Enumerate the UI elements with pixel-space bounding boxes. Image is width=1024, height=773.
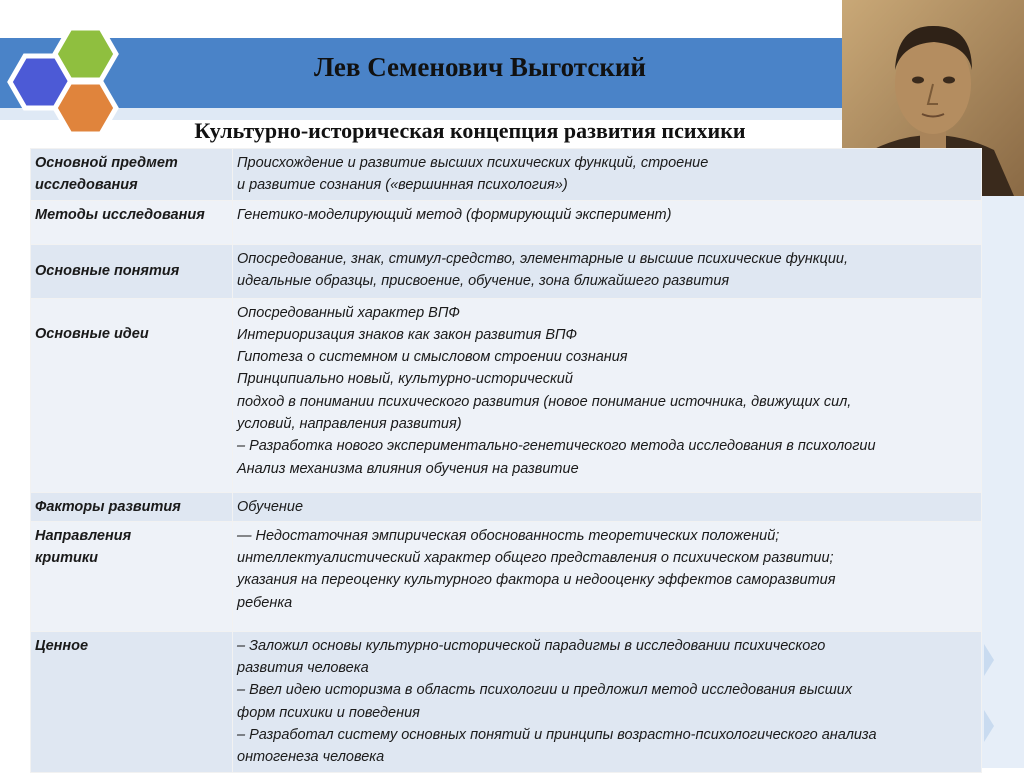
row-content: Опосредование, знак, стимул-средство, элементарные и высшие психические функции, идеальные образцы, присвоение, обучение, зона ближайшего развития bbox=[233, 244, 982, 298]
table-row bbox=[31, 244, 982, 298]
row-content: — Недостаточная эмпирическая обоснованность теоретических положений; интеллектуалистический характер общего представления о психическом развитии; указания на переоценку культурного фактора и недооценку эффектов саморазвития ребенка bbox=[233, 521, 982, 631]
table-row bbox=[31, 200, 982, 244]
row-content: Генетико-моделирующий метод (формирующий эксперимент) bbox=[233, 200, 982, 244]
right-side-panel bbox=[982, 196, 1024, 768]
row-content: Обучение bbox=[233, 492, 982, 521]
concept-table bbox=[30, 148, 982, 773]
row-content: – Заложил основы культурно-исторической парадигмы в исследовании психического развития человека – Ввел идею историзма в область психологии и предложил метод исследования высших форм психики и поведения – Разработал систему основных понятий и принципы возрастно-психологического анализа онтогенеза человека bbox=[233, 631, 982, 772]
hexagon-orange bbox=[55, 82, 116, 134]
row-content: Опосредованный характер ВПФ Интериоризация знаков как закон развития ВПФ Гипотеза о системном и смысловом строении сознания Принципиально новый, культурно-исторический подход в понимании психического развития (новое понимание источника, движущих сил, условий, направления развития) – Разработка нового экспериментально-генетического метода исследования в психологии Анализ механизма влияния обучения на развитие bbox=[233, 298, 982, 492]
table-row bbox=[31, 492, 982, 521]
row-label: Ценное bbox=[31, 631, 233, 772]
table-row bbox=[31, 521, 982, 631]
row-label: Основной предмет исследования bbox=[31, 149, 233, 201]
row-label: Факторы развития bbox=[31, 492, 233, 521]
page-subtitle: Культурно-историческая концепция развития психики bbox=[194, 118, 746, 143]
row-label: Методы исследования bbox=[31, 200, 233, 244]
next-arrow-icon[interactable] bbox=[984, 710, 994, 742]
table-row bbox=[31, 298, 982, 492]
next-arrow-icon[interactable] bbox=[984, 644, 994, 676]
table-row bbox=[31, 631, 982, 772]
row-label: Основные понятия bbox=[31, 244, 233, 298]
row-label: Направления критики bbox=[31, 521, 233, 631]
row-label: Основные идеи bbox=[31, 298, 233, 492]
table-row bbox=[31, 149, 982, 201]
page-title: Лев Семенович Выготский bbox=[313, 52, 646, 82]
row-content: Происхождение и развитие высших психических функций, строение и развитие сознания («вершинная психология») bbox=[233, 149, 982, 201]
hexagon-logo bbox=[0, 14, 140, 134]
